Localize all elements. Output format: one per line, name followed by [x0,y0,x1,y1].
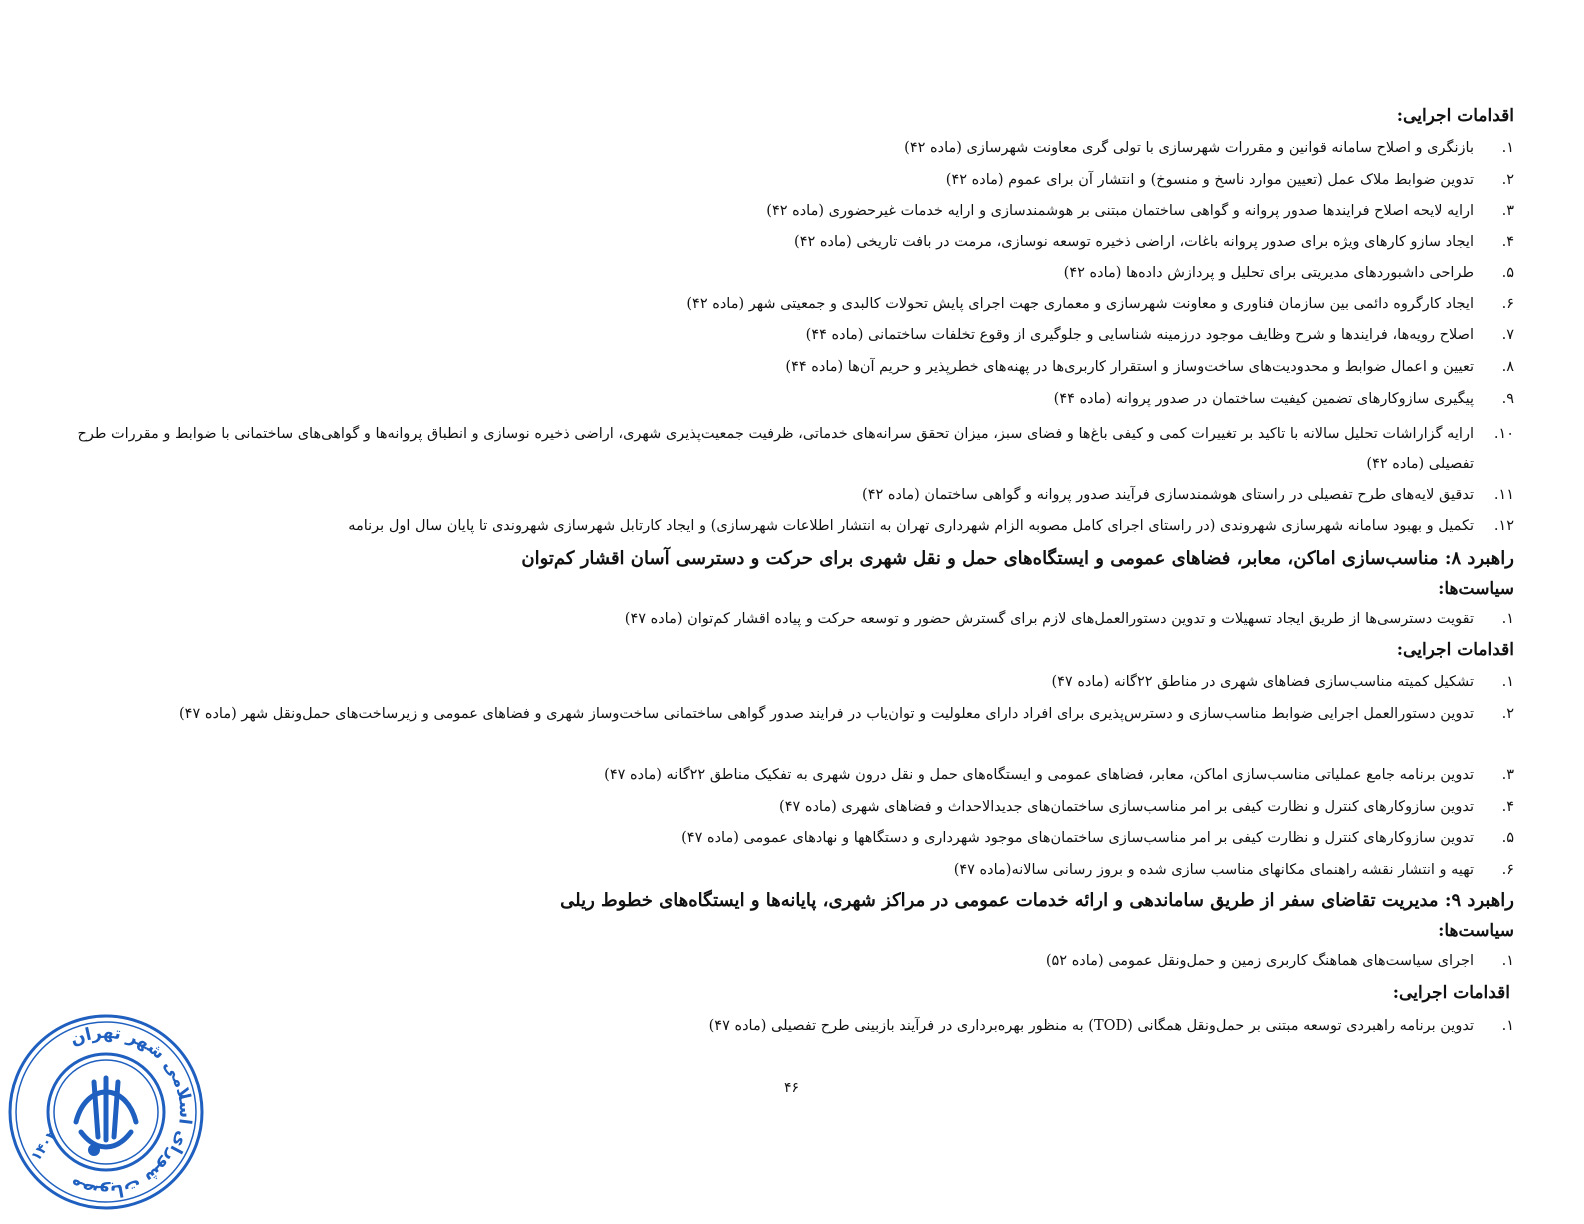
strategy-9-title: راهبرد ۹: مدیریت تقاضای سفر از طریق ساماندهی و ارائه خدمات عمومی در مراکز شهری، پایانه‌ها و ایستگاه‌های خطوط ریلی [560,890,1514,911]
list-item: ۴. ایجاد سازو کارهای ویژه برای صدور پروانه باغات، اراضی ذخیره توسعه نوسازی، مرمت در بافت تاریخی (ماده ۴۲) [794,234,1514,250]
list-item: ۱. تشکیل کمیته مناسب‌سازی فضاهای شهری در مناطق ۲۲گانه (ماده ۴۷) [1051,674,1514,690]
list-item: ۱۰. ارایه گزاراشات تحلیل سالانه با تاکید بر تغییرات کمی و کیفی باغ‌ها و فضای سبز، میزان تحقق سرانه‌های خدماتی، ظرفیت جمعیت‌پذیری شهری، اراضی ذخیره نوسازی و انطباق پروانه‌ها و گواهی‌های ساختمانی با ضوابط و مقررات طرح تفصیلی (ماده ۴۲) [77,426,1514,472]
list-item: ۶. تهیه و انتشار نقشه راهنمای مکانهای مناسب سازی شده و بروز رسانی سالانه(ماده ۴۷) [953,862,1514,878]
list-item: ۳. ارایه لایحه اصلاح فرایندها صدور پروانه و گواهی ساختمان مبتنی بر هوشمندسازی و ارایه خدمات غیرحضوری (ماده ۴۲) [766,203,1514,219]
list-item: ۶. ایجاد کارگروه دائمی بین سازمان فناوری و معاونت شهرسازی و معماری جهت اجرای پایش تحولات کالبدی و جمعیتی شهر (ماده ۴۲) [686,296,1514,312]
list-item: ۳. تدوین برنامه جامع عملیاتی مناسب‌سازی اماکن، معابر، فضاهای عمومی و ایستگاه‌های حمل و نقل درون شهری به تفکیک مناطق ۲۲گانه (ماده ۴۷) [604,767,1514,783]
list-item: ۱. تدوین برنامه راهبردی توسعه مبتنی بر حمل‌ونقل همگانی (TOD) به منظور بهره‌برداری در فرآیند بازبینی طرح تفصیلی (ماده ۴۷) [708,1018,1514,1034]
list-item: ۱. تقویت دسترسی‌ها از طریق ایجاد تسهیلات و تدوین دستورالعمل‌های لازم برای گسترش حضور و توسعه حرکت و پیاده اقشار کم‌توان (ماده ۴۷) [624,611,1514,627]
list-item: ۵. طراحی داشبوردهای مدیریتی برای تحلیل و پردازش داده‌ها (ماده ۴۲) [1063,265,1514,281]
list-item: ۲. تدوین ضوابط ملاک عمل (تعیین موارد ناسخ و منسوخ) و انتشار آن برای عموم (ماده ۴۲) [945,172,1514,188]
page-number: ۴۶ [784,1080,800,1096]
list-item: ۱۱. تدقیق لایه‌های طرح تفصیلی در راستای هوشمندسازی فرآیند صدور پروانه و گواهی ساختمان (ماده ۴۲) [862,487,1514,503]
emblem-icon [76,1078,136,1147]
list-item: ۱۲. تکمیل و بهبود سامانه شهرسازی شهروندی (در راستای اجرای کامل مصوبه الزام شهرداری تهران به انتشار اطلاعات شهرسازی) و ایجاد کارتابل شهرسازی شهروندی تا پایان سال اول برنامه [348,518,1514,534]
list-item: ۷. اصلاح رویه‌ها، فرایندها و شرح وظایف موجود درزمینه شناسایی و جلوگیری از وقوع تخلفات ساختمانی (ماده ۴۴) [805,327,1514,343]
flower-icon [88,1144,100,1156]
council-seal-stamp [6,1012,206,1212]
actions-heading: اقدامات اجرایی: [1392,983,1510,1003]
list-item: ۴. تدوین سازوکارهای کنترل و نظارت کیفی بر امر مناسب‌سازی ساختمان‌های جدیدالاحداث و فضاهای شهری (ماده ۴۷) [779,799,1514,815]
actions-heading: اقدامات اجرایی: [1396,640,1514,660]
actions-heading: اقدامات اجرایی: [1396,106,1514,126]
list-item: ۲. تدوین دستورالعمل اجرایی ضوابط مناسب‌سازی و دسترس‌پذیری برای افراد دارای معلولیت و توان‌یاب در فرایند صدور گواهی ساختمانی ساخت‌وساز شهری و فضاهای عمومی و زیرساخت‌های حمل‌ونقل شهر (ماده ۴۷) [178,706,1514,722]
svg-text:۱۴۰۲: ۱۴۰۲ [28,1127,61,1165]
list-item: ۵. تدوین سازوکارهای کنترل و نظارت کیفی بر امر مناسب‌سازی ساختمان‌های موجود شهرداری و دستگاهها و نهادهای عمومی (ماده ۴۷) [681,830,1514,846]
list-item: ۸. تعیین و اعمال ضوابط و محدودیت‌های ساخت‌وساز و استقرار کاربری‌ها در پهنه‌های خطرپذیر و حریم آن‌ها (ماده ۴۴) [785,359,1514,375]
list-item: ۹. پیگیری سازوکارهای تضمین کیفیت ساختمان در صدور پروانه (ماده ۴۴) [1053,391,1514,407]
policies-heading: سیاست‌ها: [1438,579,1514,599]
svg-text:مصوبات شورای اسلامی شهر تهران: مصوبات شورای اسلامی شهر تهران [67,1022,196,1202]
policies-heading: سیاست‌ها: [1438,921,1514,941]
list-item: ۱. اجرای سیاست‌های هماهنگ کاربری زمین و حمل‌ونقل عمومی (ماده ۵۲) [1045,953,1514,969]
strategy-8-title: راهبرد ۸: مناسب‌سازی اماکن، معابر، فضاهای عمومی و ایستگاه‌های حمل و نقل شهری برای حرکت و دسترسی آسان اقشار کم‌توان [521,548,1514,569]
list-item: ۱. بازنگری و اصلاح سامانه قوانین و مقررات شهرسازی با تولی گری معاونت شهرسازی (ماده ۴۲) [904,140,1514,156]
